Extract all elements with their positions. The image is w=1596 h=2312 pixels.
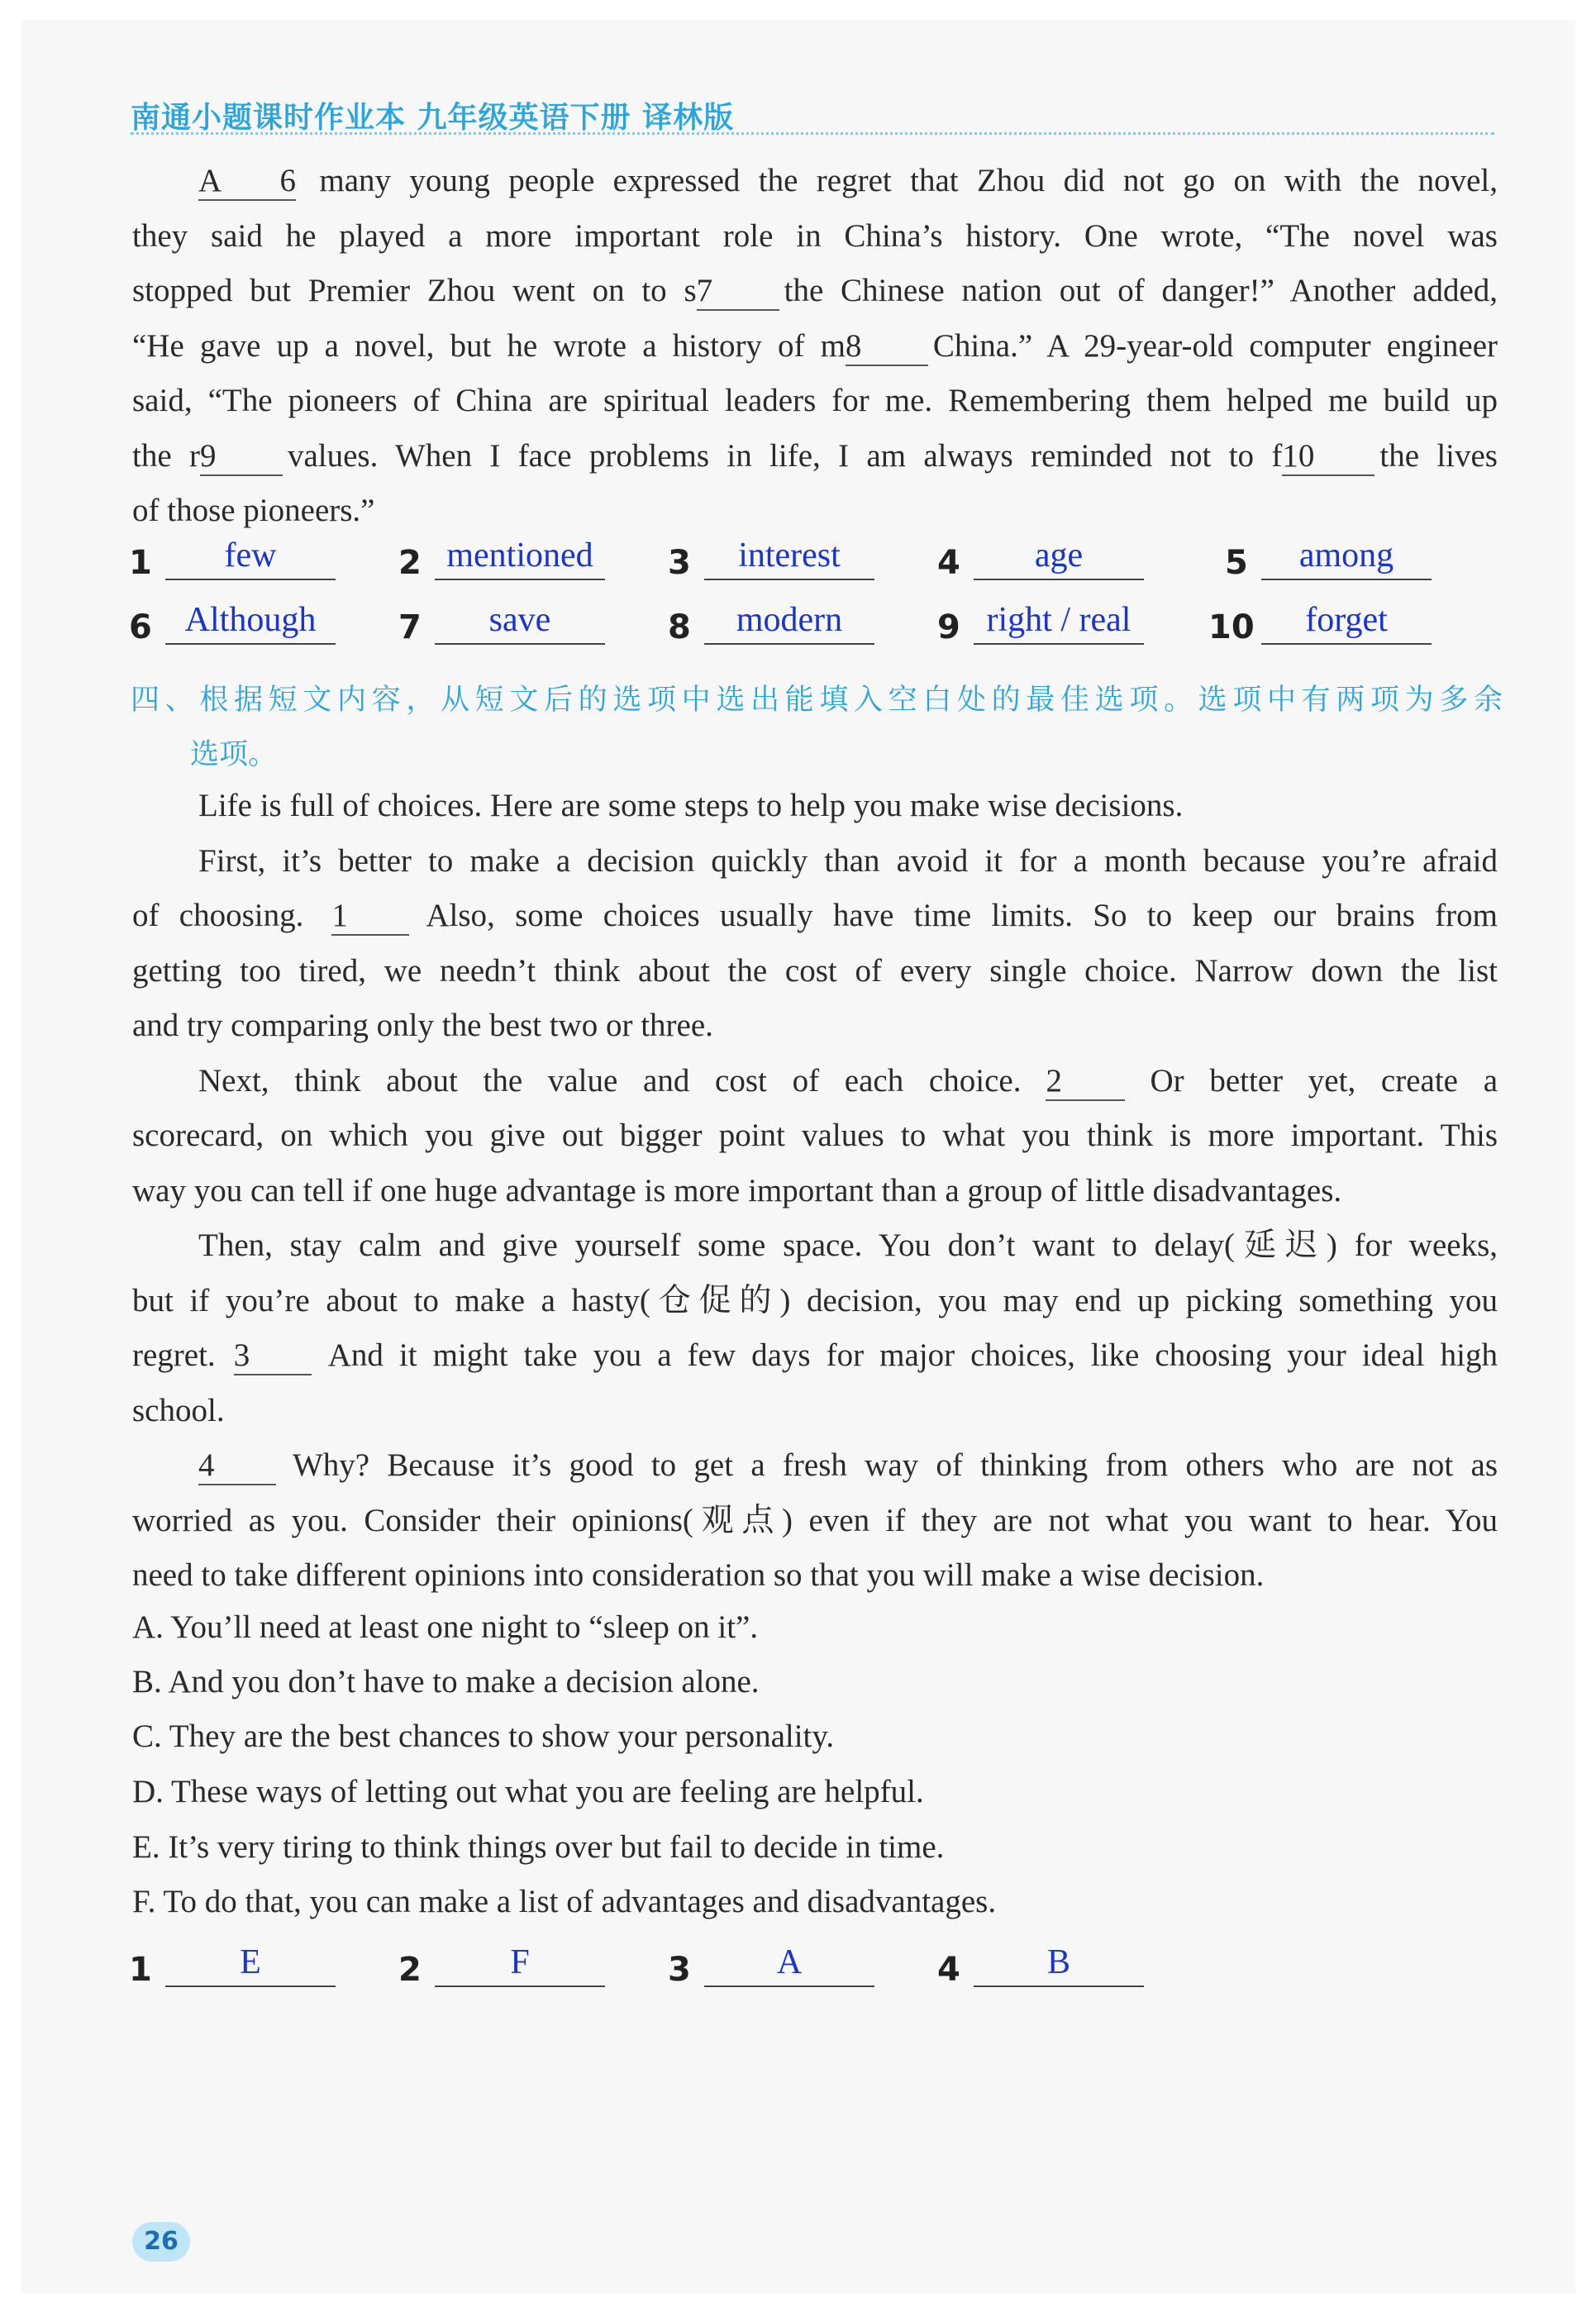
option-f: F. To do that, you can make a list of advantages and disadvantages. <box>132 1884 997 1919</box>
answer-number: 5 <box>1225 544 1248 582</box>
answer-number: 4 <box>937 1951 960 1989</box>
answer-number: 3 <box>668 1951 691 1989</box>
passage-2-p3-line-2: scorecard, on which you give out bigger point values to what you think is more important. This <box>132 1118 1498 1153</box>
answer-field[interactable]: few <box>165 532 336 580</box>
passage-2-p4-line-3: regret. 3 And it might take you a few days for major choices, like choosing your ideal high <box>132 1328 1498 1384</box>
page-number: 26 <box>132 2222 190 2262</box>
blank-9[interactable]: 9 <box>200 438 283 476</box>
answer-number: 1 <box>129 544 152 582</box>
answer-number: 3 <box>668 544 691 582</box>
answer-field[interactable]: among <box>1261 532 1432 580</box>
instructions-line-2: 选项。 <box>190 738 278 771</box>
passage-2-p2-line-2: of choosing. 1 Also, some choices usually have time limits. So to keep our brains from <box>132 889 1498 944</box>
blank-3[interactable]: 3 <box>234 1337 312 1375</box>
blank-1[interactable]: 1 <box>331 898 409 936</box>
option-b: B. And you don’t have to make a decision alone. <box>132 1664 760 1699</box>
passage-2-p4-line-1: Then, stay calm and give yourself some space. You don’t want to delay(延迟) for weeks, <box>198 1228 1498 1263</box>
answer-field[interactable]: interest <box>704 532 874 580</box>
passage-1-line-7: of those pioneers.” <box>132 493 375 528</box>
passage-2-p3-line-3: way you can tell if one huge advantage is more important than a group of little disadvantages. <box>132 1172 1342 1208</box>
answer-row-1 <box>129 529 1534 587</box>
blank-10[interactable]: 10 <box>1282 438 1374 476</box>
passage-2-p5-line-2: worried as you. Consider their opinions(观点) even if they are not what you want to hear. You <box>132 1502 1498 1538</box>
blank-7[interactable]: 7 <box>697 273 779 311</box>
answer-field[interactable]: modern <box>704 597 874 645</box>
passage-1 <box>132 154 1498 539</box>
passage-1-line-4: “He gave up a novel, but he wrote a history of m8 China.” A 29-year-old computer engineer <box>132 319 1498 374</box>
passage-2-p5-line-1: 4 Why? Because it’s good to get a fresh way of thinking from others who are not as <box>132 1438 1498 1494</box>
answer-field[interactable]: mentioned <box>435 532 605 580</box>
instructions-line-1: 四、根据短文内容，从短文后的选项中选出能填入空白处的最佳选项。选项中有两项为多余 <box>131 684 1503 717</box>
passage-1-line-1: A 6 many young people expressed the regret that Zhou did not go on with the novel, <box>132 154 1498 209</box>
blank-6[interactable]: A 6 <box>198 163 296 201</box>
passage-2-p2-line-3: getting too tired, we needn’t think about the cost of every single choice. Narrow down the list <box>132 952 1498 989</box>
answer-field[interactable]: A <box>704 1939 874 1987</box>
passage-2-p4-line-4: school. <box>132 1392 225 1428</box>
passage-2-p2-line-4: and try comparing only the best two or three. <box>132 1008 713 1043</box>
answer-field[interactable]: F <box>435 1939 605 1987</box>
answer-number: 9 <box>937 608 960 646</box>
passage-2-p4-line-2: but if you’re about to make a hasty(仓促的) decision, you may end up picking something you <box>132 1282 1498 1318</box>
passage-1-line-5: said, “The pioneers of China are spiritual leaders for me. Remembering them helped me build up <box>132 383 1498 418</box>
book-header: 南通小题课时作业本 九年级英语下册 译林版 <box>131 101 735 135</box>
answer-number: 8 <box>668 608 691 646</box>
answer-field[interactable]: E <box>165 1939 336 1987</box>
answer-number: 4 <box>937 544 960 582</box>
answer-field[interactable]: Although <box>165 597 336 645</box>
answer-field[interactable]: B <box>974 1939 1144 1987</box>
passage-2 <box>132 779 1498 1604</box>
answer-number: 2 <box>398 544 422 582</box>
passage-2-p2-line-1: First, it’s better to make a decision quickly than avoid it for a month because you’re afraid <box>198 842 1498 879</box>
section-4-instructions <box>131 673 1503 782</box>
answer-field[interactable]: save <box>435 597 605 645</box>
option-c: C. They are the best chances to show your personality. <box>132 1719 835 1754</box>
passage-1-line-6: the r9 values. When I face problems in life, I am always reminded not to f10 the lives <box>132 429 1498 484</box>
answer-number: 7 <box>398 608 422 646</box>
passage-1-line-3: stopped but Premier Zhou went on to s7 the Chinese nation out of danger!” Another added, <box>132 264 1498 319</box>
passage-2-p5-line-3: need to take different opinions into consideration so that you will make a wise decision. <box>132 1557 1265 1593</box>
blank-8[interactable]: 8 <box>846 328 928 366</box>
answer-row-3 <box>129 1936 1534 1994</box>
answer-number: 10 <box>1208 608 1255 646</box>
option-d: D. These ways of letting out what you are feeling are helpful. <box>132 1774 924 1809</box>
header-divider <box>131 132 1494 135</box>
option-a: A. You’ll need at least one night to “sleep on it”. <box>132 1609 759 1645</box>
answer-number: 2 <box>398 1951 422 1989</box>
blank-2[interactable]: 2 <box>1046 1063 1125 1101</box>
answer-field[interactable]: right / real <box>974 597 1144 645</box>
passage-2-p3-line-1: Next, think about the value and cost of each choice. 2 Or better yet, create a <box>132 1054 1498 1109</box>
answer-row-2 <box>129 593 1534 651</box>
passage-2-p1: Life is full of choices. Here are some steps to help you make wise decisions. <box>198 788 1184 823</box>
option-e: E. It’s very tiring to think things over but fail to decide in time. <box>132 1829 945 1865</box>
blank-4[interactable]: 4 <box>198 1447 276 1485</box>
answer-number: 6 <box>129 608 152 646</box>
answer-field[interactable]: age <box>974 532 1144 580</box>
answer-number: 1 <box>129 1951 152 1989</box>
answer-field[interactable]: forget <box>1261 597 1432 645</box>
passage-1-line-2: they said he played a more important role in China’s history. One wrote, “The novel was <box>132 217 1498 254</box>
